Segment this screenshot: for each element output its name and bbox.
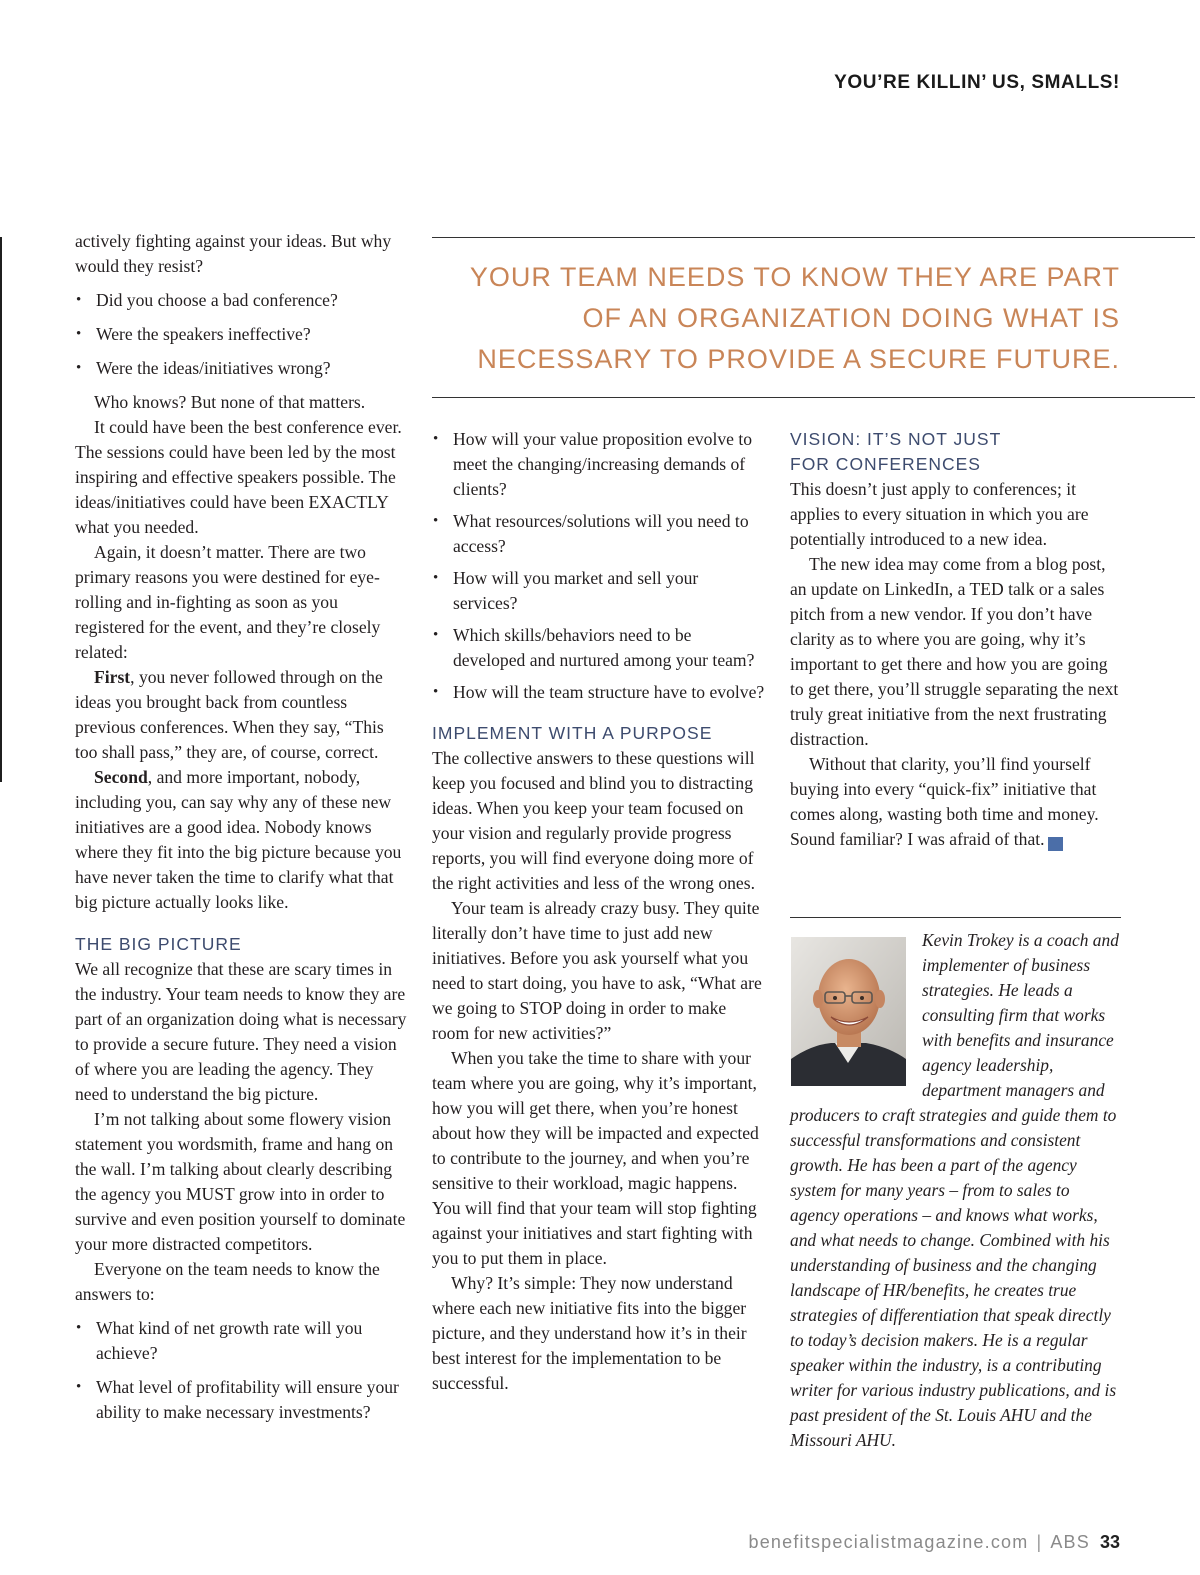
paragraph: The collective answers to these questions will keep you focused and blind you to distracting ideas. When you keep your team focused on your vision and regularly provide progress reports, you will find everyone doing more of the right activities and less of the wrong ones. xyxy=(432,748,755,893)
footer-publication: ABS xyxy=(1050,1532,1090,1552)
paragraph: The new idea may come from a blog post, an update on LinkedIn, a TED talk or a sales pitch from a new vendor. If you don’t have clarity as to where you are going, why it’s important to get there and how you are going to get there, you’ll struggle separating the next truly great initiative from the next frustrating distraction. xyxy=(790,554,1119,749)
page-number: 33 xyxy=(1099,1532,1120,1552)
end-mark-icon: ABS xyxy=(1048,837,1063,851)
paragraph: This doesn’t just apply to conferences; it applies to every situation in which you are potentially introduced to a new idea. xyxy=(790,479,1089,549)
left-edge-rule xyxy=(0,237,2,782)
paragraph: We all recognize that these are scary times in the industry. Your team needs to know they are part of an organization doing what is necessary to provide a secure future. They need a vision of where you are leading the agency. They need to understand the big picture. xyxy=(75,959,407,1104)
list-item: • How will you market and sell your services? xyxy=(432,566,767,616)
paragraph xyxy=(790,752,1122,852)
paragraph: Why? It’s simple: They now understand where each new initiative fits into the bigger picture, and they understand how it’s in their best interest for the implementation to be successful. xyxy=(432,1273,747,1393)
paragraph: Again, it doesn’t matter. There are two primary reasons you were destined for eye-rolling and in-fighting as soon as you registered for the event, and they’re closely related: xyxy=(75,542,381,662)
paragraph: Everyone on the team needs to know the answers to: xyxy=(75,1259,380,1304)
pullquote-bottom-rule xyxy=(432,397,1195,398)
section-heading: THE BIG PICTURE xyxy=(75,934,242,954)
running-head: YOU’RE KILLIN’ US, SMALLS! xyxy=(834,72,1120,93)
column-3 xyxy=(790,427,1122,852)
heading-line: FOR CONFERENCES xyxy=(790,454,981,474)
footer-site: benefitspecialistmagazine.com xyxy=(748,1532,1029,1552)
paragraph-text: , you never followed through on the ideas you brought back from countless previous conferences. When they say, “This too shall pass,” they are, of course, correct. xyxy=(75,667,384,762)
bold-lead: Second xyxy=(94,767,148,787)
pullquote: YOUR TEAM NEEDS TO KNOW THEY ARE PART OF AN ORGANIZATION DOING WHAT IS NECESSARY TO PROVIDE A SECURE FUTURE. xyxy=(469,262,1120,374)
paragraph: actively fighting against your ideas. But why would they resist? xyxy=(75,231,392,276)
section-heading: IMPLEMENT WITH A PURPOSE xyxy=(432,723,713,743)
paragraph: It could have been the best conference ever. The sessions could have been led by the most inspiring and effective speakers possible. The ideas/initiatives could have been EXACTLY what you needed. xyxy=(75,417,402,537)
author-portrait-image xyxy=(791,937,906,1086)
bullet-list xyxy=(432,427,767,705)
list-item: • Which skills/behaviors need to be developed and nurtured among your team? xyxy=(432,623,767,673)
paragraph: I’m not talking about some flowery vision statement you wordsmith, frame and hang on the wall. I’m talking about clearly describing the agency you MUST grow into in order to survive and even position yourself to dominate your more distracted competitors. xyxy=(75,1109,406,1254)
bullet-list xyxy=(75,1316,410,1425)
paragraph-text: , and more important, nobody, including you, can say why any of these new initiatives are a good idea. Nobody knows where they fit into the big picture because you have never taken the time to clarify what that big picture actually looks like. xyxy=(75,767,402,912)
list-item: • How will your value proposition evolve to meet the changing/increasing demands of clients? xyxy=(432,427,767,502)
paragraph xyxy=(75,665,410,765)
column-1 xyxy=(75,229,410,1434)
list-item: • What level of profitability will ensure your ability to make necessary investments? xyxy=(75,1375,410,1425)
author-photo xyxy=(791,937,906,1086)
bio-rule xyxy=(790,917,1121,918)
list-item: • Were the ideas/initiatives wrong? xyxy=(75,356,410,381)
paragraph-text: Without that clarity, you’ll find yourself buying into every “quick-fix” initiative that comes along, wasting both time and money. Sound familiar? I was afraid of that. xyxy=(790,754,1099,849)
paragraph xyxy=(75,765,410,915)
page-footer xyxy=(749,1532,1120,1553)
list-item: • What resources/solutions will you need to access? xyxy=(432,509,767,559)
paragraph: Your team is already crazy busy. They quite literally don’t have time to just add new initiatives. Before you ask yourself what you need to start doing, you have to ask, “What are we going to STOP doing in order to make room for new activities?” xyxy=(432,898,762,1043)
section-heading xyxy=(790,427,1122,477)
paragraph: When you take the time to share with your team where you are going, why it’s important, how you will get there, when you’re honest about how they will be impacted and expected to contribute to the journey, and when you’re sensitive to their workload, magic happens. You will find that your team will stop fighting against your initiatives and start fighting with you to put them in place. xyxy=(432,1048,759,1268)
list-item: • Did you choose a bad conference? xyxy=(75,288,410,313)
bold-lead: First xyxy=(94,667,131,687)
list-item: • What kind of net growth rate will you achieve? xyxy=(75,1316,410,1366)
bio-text: Kevin Trokey is a coach and implementer of business strategies. He leads a consulting firm that works with benefits and insurance agency leadership, department managers and producers to craft strategies and guide them to successful transformations and consistent growth. He has been a part of the agency system for many years – from to sales to agency operations – and knows what works, and what needs to change. Combined with his understanding of business and the changing landscape of HR/benefits, he creates true strategies of differentiation that speak directly to today’s decision makers. He is a regular speaker within the industry, is a contributing writer for various industry publications, and is past president of the St. Louis AHU and the Missouri AHU. xyxy=(790,930,1119,1450)
column-2 xyxy=(432,427,767,1396)
heading-line: VISION: IT’S NOT JUST xyxy=(790,429,1002,449)
bullet-list xyxy=(75,288,410,381)
list-item: • How will the team structure have to evolve? xyxy=(432,680,767,705)
pullquote-top-rule xyxy=(432,237,1195,238)
footer-separator: | xyxy=(1036,1532,1043,1552)
paragraph: Who knows? But none of that matters. xyxy=(94,392,366,412)
list-item: • Were the speakers ineffective? xyxy=(75,322,410,347)
